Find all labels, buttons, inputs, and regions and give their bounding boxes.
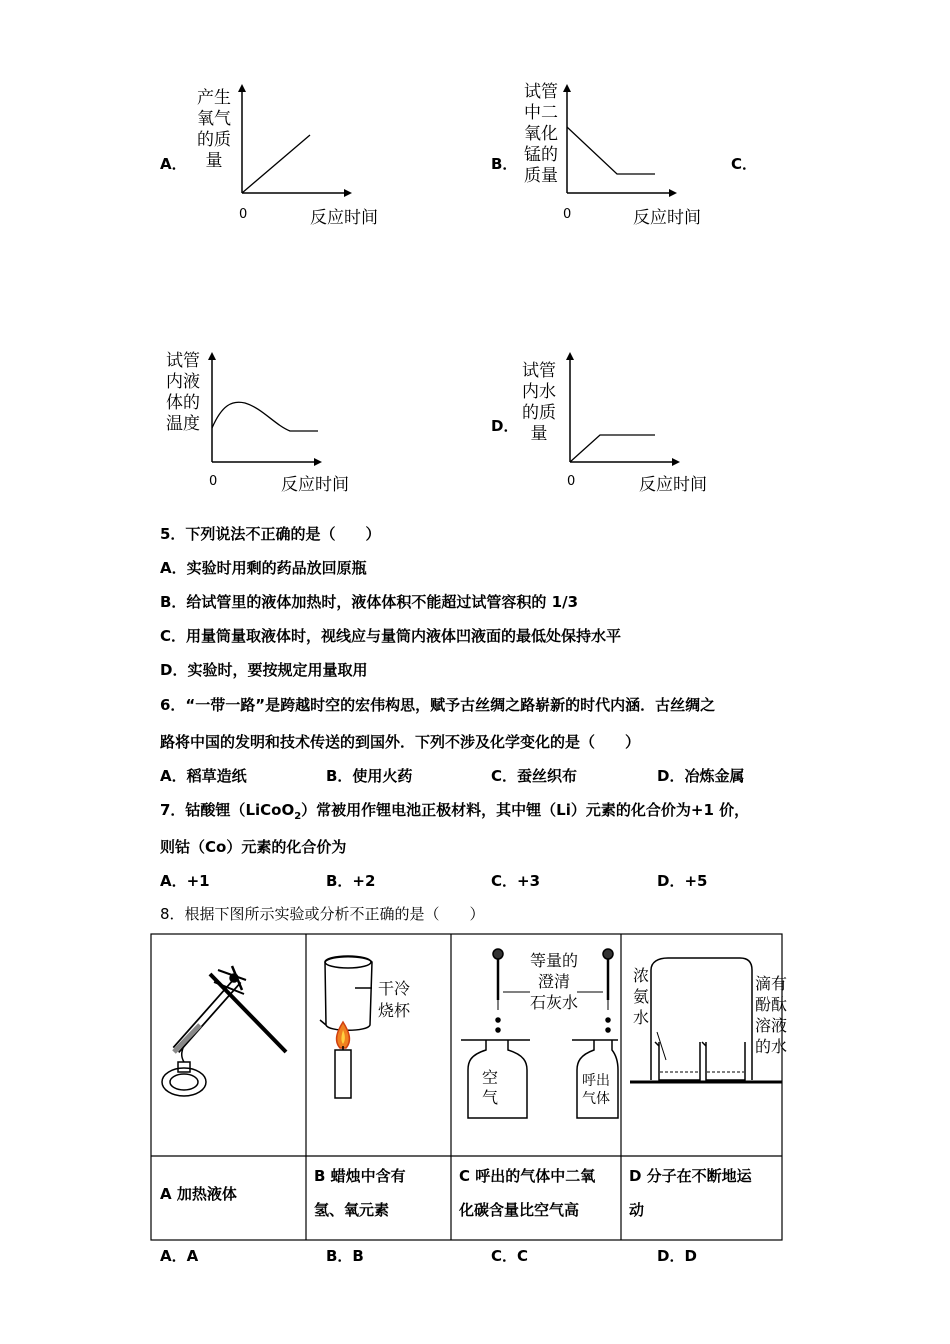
graph-a-ylabel: 产生 氧气 的质 量 [197, 88, 231, 171]
graph-d-ylabel: 试管 内水 的质 量 [522, 361, 556, 444]
fig-d-right-label: 滴有 酚酞 溶液 的水 [755, 974, 788, 1056]
q8-caption-c: C 呼出的气体中二氧 化碳含量比空气高 [459, 1167, 596, 1219]
fig-b-candle-beaker [320, 956, 372, 1098]
graph-c-origin: 0 [209, 474, 218, 489]
fig-d-left-label: 浓 氨 水 [633, 966, 650, 1027]
q7-line2: 则钴（Co）元素的化合价为 [160, 838, 347, 856]
q7-option-c: C．+3 [491, 872, 541, 890]
graph-c-letter: C． [731, 155, 758, 173]
fig-c-left-label: 空 气 [482, 1068, 499, 1107]
graph-d-letter: D． [491, 417, 519, 435]
q7-option-a: A．+1 [160, 872, 210, 890]
q8-stem: 8．根据下图所示实验或分析不正确的是（ ） [160, 905, 485, 923]
graph-a-xlabel: 反应时间 [310, 208, 378, 228]
fig-b-label: 干冷 烧杯 [378, 979, 411, 1020]
q5-option-c: C．用量筒量取液体时，视线应与量筒内液体凹液面的最低处保持水平 [160, 627, 622, 645]
graph-b-xlabel: 反应时间 [633, 208, 701, 228]
graph-b-letter: B． [491, 155, 518, 173]
q7-option-d: D．+5 [657, 872, 708, 890]
graph-a-origin: 0 [239, 207, 248, 222]
q7-line1: 7．钴酸锂（LiCoO$_2$）常被用作锂电池正极材料，其中锂（Li）元素的化合价为+1 价， [160, 801, 750, 822]
q8-caption-b: B 蜡烛中含有 氢、氧元素 [314, 1167, 406, 1219]
q8-option-d: D．D [657, 1247, 697, 1265]
q5-stem: 5．下列说法不正确的是（ ） [160, 525, 381, 543]
q8-option-c: C．C [491, 1247, 529, 1265]
q7-option-b: B．+2 [326, 872, 376, 890]
graph-a-letter: A． [160, 155, 187, 173]
q6-option-b: B．使用火药 [326, 767, 413, 785]
q6-option-c: C．蚕丝织布 [491, 767, 578, 785]
q5-option-d: D．实验时，要按规定用量取用 [160, 661, 368, 679]
q6-option-a: A．稻草造纸 [160, 767, 247, 785]
fig-c-right-label: 呼出 气体 [582, 1073, 610, 1107]
graph-c-ylabel: 试管 内液 体的 温度 [166, 351, 200, 434]
q6-line1: 6．“一带一路”是跨越时空的宏伟构思，赋予古丝绸之路崭新的时代内涵．古丝绸之 [160, 696, 716, 714]
graph-b-ylabel: 试管 中二 氧化 锰的 质量 [524, 82, 558, 186]
q5-option-a: A．实验时用剩的药品放回原瓶 [160, 559, 367, 577]
q8-option-b: B．B [326, 1247, 364, 1265]
q6-option-d: D．冶炼金属 [657, 767, 745, 785]
graph-b-origin: 0 [563, 207, 572, 222]
graph-d-origin: 0 [567, 474, 576, 489]
graph-d-xlabel: 反应时间 [639, 475, 707, 495]
q8-caption-d: D 分子在不断地运 动 [629, 1167, 752, 1219]
graph-c-xlabel: 反应时间 [281, 475, 349, 495]
fig-a-heating-liquid [162, 966, 286, 1096]
q6-line2: 路将中国的发明和技术传送的到国外．下列不涉及化学变化的是（ ） [160, 733, 641, 751]
q8-option-a: A．A [160, 1247, 199, 1265]
q5-option-b: B．给试管里的液体加热时，液体体积不能超过试管容积的 1/3 [160, 593, 579, 611]
q8-caption-a: A 加热液体 [160, 1185, 237, 1203]
fig-c-top-label: 等量的 澄清 石灰水 [529, 951, 578, 1012]
